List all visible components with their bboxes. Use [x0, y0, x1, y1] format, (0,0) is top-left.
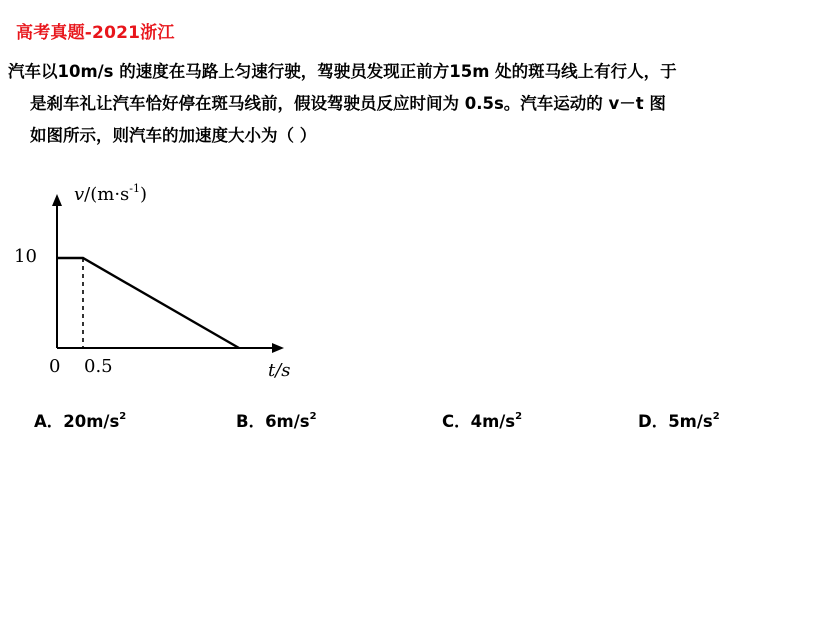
question-line-1: 汽车以10m/s 的速度在马路上匀速行驶，驾驶员发现正前方15m 处的斑马线上有行人，于	[8, 62, 677, 81]
y-tick-10: 10	[14, 246, 37, 267]
question-line-3: 如图所示，则汽车的加速度大小为（ ）	[30, 126, 317, 145]
option-b-value: 6m/s	[265, 412, 310, 431]
option-d-exp: 2	[712, 410, 720, 422]
y-axis-label-var: v	[74, 184, 85, 205]
option-c-value: 4m/s	[470, 412, 516, 431]
option-c-exp: 2	[515, 410, 523, 422]
y-axis-label-close: )	[140, 184, 148, 205]
x-axis-arrow	[272, 343, 284, 353]
y-axis-arrow	[52, 194, 62, 206]
option-d-letter: D．	[638, 412, 669, 431]
question-text	[8, 56, 830, 152]
option-b[interactable]	[236, 408, 317, 432]
option-a[interactable]	[34, 408, 126, 432]
x-tick-origin: 0	[49, 356, 61, 377]
option-a-value: 20m/s	[63, 412, 120, 431]
option-c-letter: C．	[442, 412, 471, 431]
option-d[interactable]	[638, 408, 720, 432]
option-a-exp: 2	[119, 410, 127, 422]
y-axis-label-exp: -1	[129, 182, 141, 195]
velocity-line	[57, 258, 239, 348]
option-b-letter: B．	[236, 412, 266, 431]
y-axis-label-unit: /(m·s	[84, 184, 130, 205]
option-c[interactable]	[442, 408, 522, 432]
y-axis-label	[74, 182, 147, 205]
x-tick-half: 0.5	[84, 356, 113, 377]
option-d-value: 5m/s	[668, 412, 713, 431]
vt-graph	[0, 170, 320, 390]
question-line-2: 是刹车礼让汽车恰好停在斑马线前，假设驾驶员反应时间为 0.5s。汽车运动的 v－t 图	[30, 94, 666, 113]
option-a-letter: A．	[34, 412, 64, 431]
answer-options	[0, 408, 836, 442]
x-axis-label: t/s	[268, 360, 291, 381]
header-title: 高考真题-2021浙江	[16, 23, 175, 43]
option-b-exp: 2	[309, 410, 317, 422]
